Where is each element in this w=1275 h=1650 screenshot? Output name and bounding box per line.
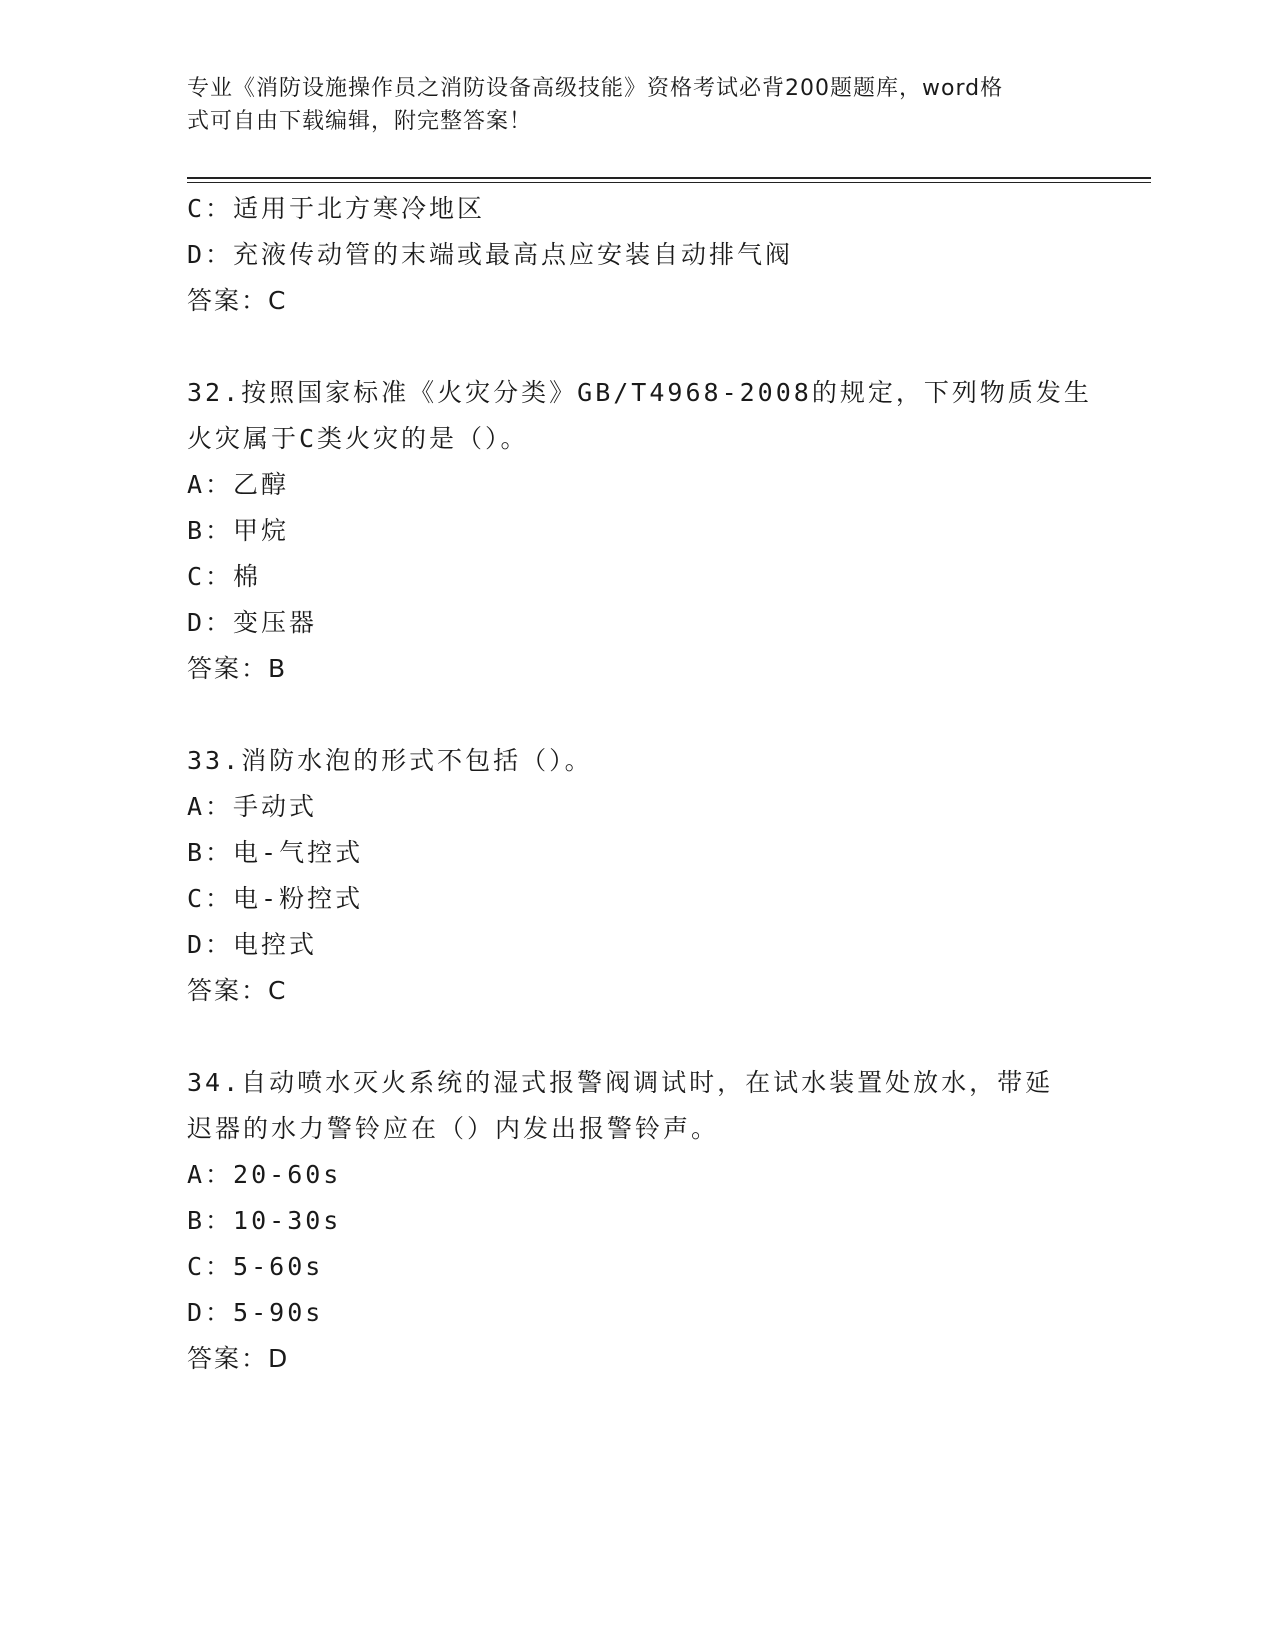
option-b: B：10-30s <box>187 1206 342 1235</box>
question-34 <box>187 1060 1087 1382</box>
option-c: C：适用于北方寒冷地区 <box>187 194 486 223</box>
question-33 <box>187 738 1087 1014</box>
question-stem-line: 火灾属于C类火灾的是（）。 <box>187 424 529 453</box>
option-d: D：充液传动管的末端或最高点应安装自动排气阀 <box>187 240 794 269</box>
document-header <box>187 72 1067 138</box>
answer-line: 答案：D <box>187 1344 290 1373</box>
option-d: D：5-90s <box>187 1298 324 1327</box>
option-a: A：20-60s <box>187 1160 342 1189</box>
header-divider-top <box>187 177 1151 179</box>
question-stem-line: 迟器的水力警铃应在（）内发出报警铃声。 <box>187 1114 720 1143</box>
answer-line: 答案：C <box>187 286 288 315</box>
option-a: A：乙醇 <box>187 470 290 499</box>
option-c: C：电-粉控式 <box>187 884 364 913</box>
question-32 <box>187 370 1092 692</box>
question-stem-line: 33.消防水泡的形式不包括（）。 <box>187 746 593 775</box>
option-b: B：甲烷 <box>187 516 290 545</box>
option-c: C：棉 <box>187 562 262 591</box>
answer-line: 答案：C <box>187 976 288 1005</box>
header-divider-bottom <box>187 182 1151 183</box>
header-line-2: 式可自由下载编辑，附完整答案！ <box>187 109 533 134</box>
question-content <box>187 186 1092 1382</box>
question-stem-line: 34.自动喷水灭火系统的湿式报警阀调试时，在试水装置处放水，带延 <box>187 1068 1054 1097</box>
option-b: B：电-气控式 <box>187 838 364 867</box>
option-c: C：5-60s <box>187 1252 324 1281</box>
option-a: A：手动式 <box>187 792 318 821</box>
option-d: D：变压器 <box>187 608 318 637</box>
question-stem-line: 32.按照国家标准《火灾分类》GB/T4968-2008的规定，下列物质发生 <box>187 378 1092 407</box>
option-d: D：电控式 <box>187 930 318 959</box>
answer-line: 答案：B <box>187 654 288 683</box>
header-line-1: 专业《消防设施操作员之消防设备高级技能》资格考试必背200题题库，word格 <box>187 76 1004 101</box>
